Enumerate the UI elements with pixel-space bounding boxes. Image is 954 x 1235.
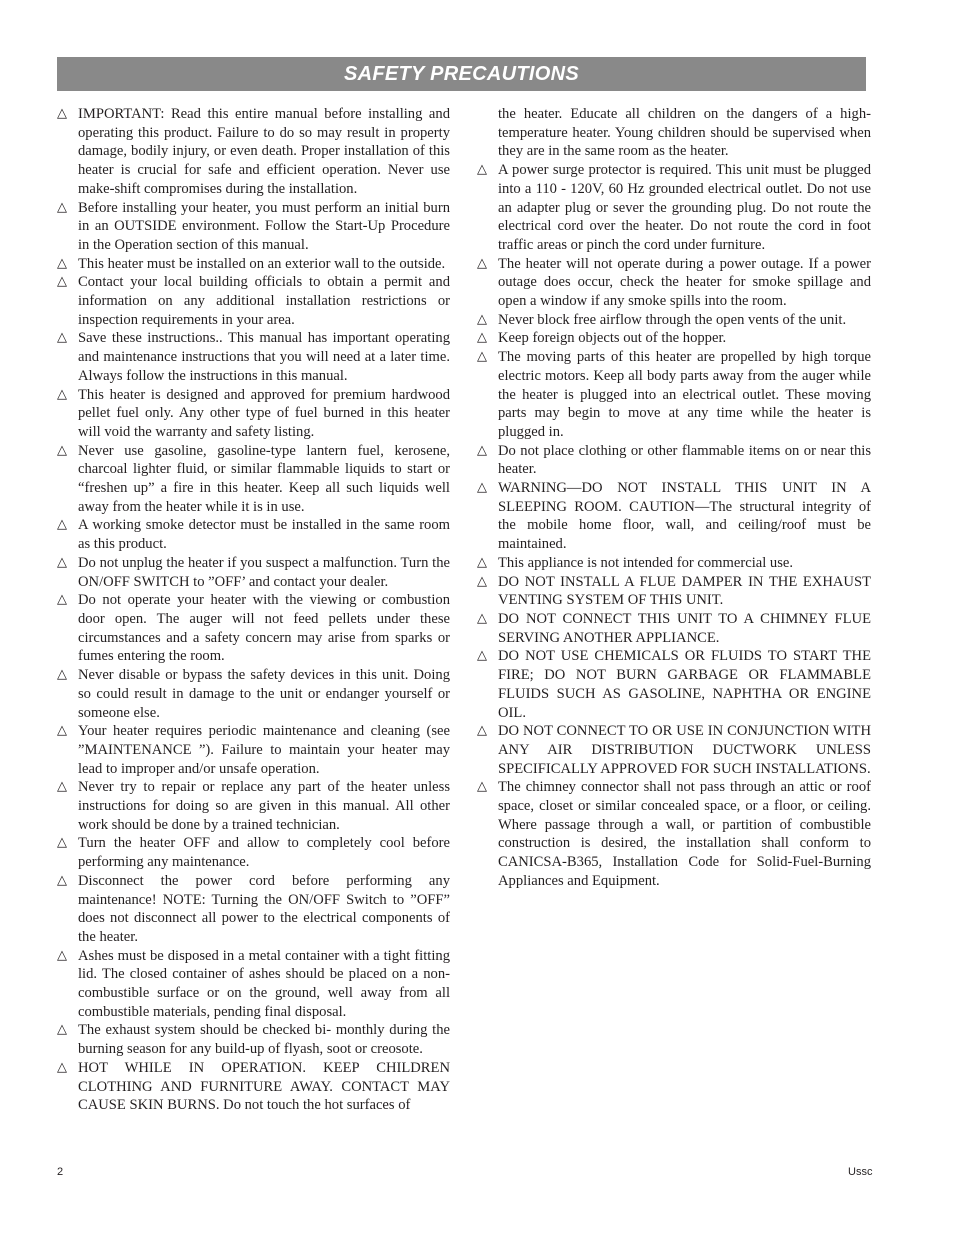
- warning-triangle-icon: △: [477, 723, 487, 739]
- precaution-text: DO NOT INSTALL A FLUE DAMPER IN THE EXHAUST VENTING SYSTEM OF THIS UNIT.: [498, 573, 871, 609]
- section-title: SAFETY PRECAUTIONS: [343, 62, 580, 85]
- precaution-text: WARNING—DO NOT INSTALL THIS UNIT IN A SLEEPING ROOM. CAUTION—The structural integrity of the mobile home floor, wall, and ceiling/roof must be maintained.: [498, 480, 871, 553]
- warning-triangle-icon: △: [477, 480, 487, 496]
- warning-triangle-icon: △: [57, 835, 67, 851]
- precaution-text: HOT WHILE IN OPERATION. KEEP CHILDREN CLOTHING AND FURNITURE AWAY. CONTACT MAY CAUSE SKIN BURNS. Do not touch the hot surfaces of: [78, 1059, 450, 1114]
- precaution-item: [57, 722, 450, 778]
- precaution-text: The chimney connector shall not pass through an attic or roof space, closet or similar concealed space, or a floor, or ceiling. Where passage through a wall, or partition of combustible construction is desired, the installation shall conform to CANICSA-B365, Installation Code for Solid-Fuel-Burning Appliances and Equipment.: [498, 779, 871, 889]
- warning-triangle-icon: △: [57, 592, 67, 608]
- warning-triangle-icon: △: [477, 648, 487, 664]
- warning-triangle-icon: △: [57, 872, 67, 888]
- warning-triangle-icon: △: [57, 723, 67, 739]
- precaution-item: [57, 1059, 450, 1115]
- precaution-text: A working smoke detector must be installed in the same room as this product.: [78, 517, 450, 553]
- precaution-text: Do not place clothing or other flammable items on or near this heater.: [498, 442, 871, 478]
- precaution-item: [57, 666, 450, 722]
- warning-triangle-icon: △: [57, 1059, 67, 1075]
- precaution-text: This appliance is not intended for commercial use.: [498, 554, 794, 571]
- precaution-text: Do not unplug the heater if you suspect a malfunction. Turn the ON/OFF SWITCH to ”OFF’ and contact your dealer.: [78, 554, 450, 590]
- precaution-item: [477, 610, 871, 647]
- right-column: [477, 105, 871, 891]
- page-number: 2: [57, 1166, 64, 1178]
- precaution-item: [477, 161, 871, 255]
- continued-paragraph: [477, 105, 871, 161]
- precaution-text: The moving parts of this heater are propelled by high torque electric motors. Keep all body parts away from the auger while the heater is plugged into an electrical outlet. These moving parts may begin to move at any time while the heater is plugged in.: [498, 349, 871, 440]
- precaution-text: IMPORTANT: Read this entire manual before installing and operating this product. Failure to do so may result in property damage, bodily injury, or even death. Proper installation of this heater is crucial for safe and efficient operation. Never use make-shift compromises during the installation.: [78, 106, 450, 197]
- warning-triangle-icon: △: [477, 779, 487, 795]
- precaution-text: Never block free airflow through the open vents of the unit.: [498, 311, 847, 328]
- precaution-item: [57, 834, 450, 871]
- precaution-text: DO NOT CONNECT THIS UNIT TO A CHIMNEY FLUE SERVING ANOTHER APPLIANCE.: [498, 610, 871, 646]
- precaution-text: Keep foreign objects out of the hopper.: [498, 330, 727, 347]
- precaution-item: [57, 199, 450, 255]
- precaution-item: [57, 591, 450, 666]
- warning-triangle-icon: △: [57, 1022, 67, 1038]
- precaution-text: DO NOT CONNECT TO OR USE IN CONJUNCTION WITH ANY AIR DISTRIBUTION DUCTWORK UNLESS SPECIFICALLY APPROVED FOR SUCH INSTALLATIONS.: [498, 723, 871, 777]
- section-banner: [57, 57, 866, 91]
- precaution-item: [57, 872, 450, 947]
- warning-triangle-icon: △: [57, 274, 67, 290]
- precaution-text: Contact your local building officials to obtain a permit and information on any additional installation restrictions or inspection requirements in your area.: [78, 274, 450, 328]
- precaution-text: DO NOT USE CHEMICALS OR FLUIDS TO START THE FIRE; DO NOT BURN GARBAGE OR FLAMMABLE FLUIDS SUCH AS GASOLINE, NAPHTHA OR ENGINE OIL.: [498, 648, 871, 721]
- precaution-item: [477, 554, 871, 573]
- precaution-text: The heater will not operate during a power outage. If a power outage does occur, check the heater for smoke spillage and open a window if any smoke spills into the room.: [498, 255, 871, 310]
- precaution-item: [57, 329, 450, 385]
- precaution-item: [57, 947, 450, 1022]
- warning-triangle-icon: △: [477, 255, 487, 271]
- warning-triangle-icon: △: [477, 610, 487, 626]
- precaution-item: [477, 722, 871, 778]
- precaution-text: Before installing your heater, you must perform an initial burn in an OUTSIDE environment. Follow the Start-Up Procedure in the Operation section of this manual.: [78, 199, 450, 253]
- precaution-text: Your heater requires periodic maintenance and cleaning (see ”MAINTENANCE ”). Failure to maintain your heater may lead to improper and/or unsafe operation.: [78, 723, 450, 777]
- precaution-item: [477, 778, 871, 890]
- warning-triangle-icon: △: [57, 255, 67, 271]
- warning-triangle-icon: △: [477, 554, 487, 570]
- warning-triangle-icon: △: [57, 947, 67, 963]
- precaution-item: [57, 554, 450, 591]
- precaution-text: A power surge protector is required. This unit must be plugged into a 110 - 120V, 60 Hz grounded electrical outlet. Do not use an adapter plug or sever the grounding plug. Do not route the electrical cord over the heater. Do not route the cord in foot traffic areas or pinch the cord under furniture.: [498, 162, 871, 253]
- warning-triangle-icon: △: [477, 573, 487, 589]
- precaution-text: This heater is designed and approved for premium hardwood pellet fuel only. Any other type of fuel burned in this heater will void the warranty and safety listing.: [78, 386, 450, 440]
- precaution-text: Ashes must be disposed in a metal container with a tight fitting lid. The closed container of ashes should be placed on a non-combustible surface or on the ground, well away from all combustible materials, pending final disposal.: [78, 947, 450, 1020]
- precaution-text: Do not operate your heater with the viewing or combustion door open. The auger will not feed pellets under these circumstances and a safety concern may arise from sparks or fumes entering the room.: [78, 592, 450, 665]
- warning-triangle-icon: △: [477, 349, 487, 365]
- precaution-item: [57, 255, 450, 274]
- precaution-item: [477, 329, 871, 348]
- precaution-item: [57, 516, 450, 553]
- precaution-item: [57, 273, 450, 329]
- precaution-item: [477, 255, 871, 311]
- precaution-text: This heater must be installed on an exterior wall to the outside.: [78, 255, 446, 272]
- precaution-text: The exhaust system should be checked bi- monthly during the burning season for any build-up of flyash, soot or creosote.: [78, 1022, 450, 1058]
- precaution-item: [477, 573, 871, 610]
- precaution-item: [477, 647, 871, 722]
- warning-triangle-icon: △: [57, 330, 67, 346]
- warning-triangle-icon: △: [477, 330, 487, 346]
- precaution-item: [57, 778, 450, 834]
- warning-triangle-icon: △: [57, 779, 67, 795]
- left-column: [57, 105, 450, 1115]
- precaution-text: Never disable or bypass the safety devices in this unit. Doing so could result in damage to the unit or endanger yourself or someone else.: [78, 667, 450, 721]
- warning-triangle-icon: △: [57, 517, 67, 533]
- warning-triangle-icon: △: [57, 386, 67, 402]
- precaution-item: [477, 479, 871, 554]
- precaution-item: [57, 386, 450, 442]
- continued-text: the heater. Educate all children on the dangers of a high-temperature heater. Young children should be supervised when they are in the same room as the heater.: [498, 106, 871, 160]
- precaution-item: [57, 442, 450, 517]
- precaution-item: [57, 1021, 450, 1058]
- warning-triangle-icon: △: [57, 667, 67, 683]
- warning-triangle-icon: △: [477, 442, 487, 458]
- precaution-text: Never try to repair or replace any part of the heater unless instructions for doing so are given in this manual. All other work should be done by a trained technician.: [78, 779, 450, 833]
- precaution-text: Never use gasoline, gasoline-type lantern fuel, kerosene, charcoal lighter fluid, or similar flammable liquids to start or “freshen up” a fire in this heater. Keep all such liquids well away from the heater while it is in use.: [78, 442, 450, 515]
- precaution-text: Turn the heater OFF and allow to completely cool before performing any maintenance.: [78, 835, 450, 871]
- precaution-text: Save these instructions.. This manual has important operating and maintenance instructions that you will need at a later time. Always follow the instructions in this manual.: [78, 330, 450, 384]
- precaution-text: Disconnect the power cord before performing any maintenance! NOTE: Turning the ON/OFF Switch to ”OFF” does not disconnect all power to the electrical components of the heater.: [78, 872, 450, 945]
- precaution-item: [477, 442, 871, 479]
- warning-triangle-icon: △: [57, 106, 67, 121]
- precaution-item: [57, 105, 450, 199]
- warning-triangle-icon: △: [477, 162, 487, 178]
- precaution-item: [477, 311, 871, 330]
- warning-triangle-icon: △: [57, 442, 67, 458]
- warning-triangle-icon: △: [57, 554, 67, 570]
- warning-triangle-icon: △: [57, 199, 67, 215]
- precaution-item: [477, 348, 871, 442]
- footer-brand: Ussc: [848, 1166, 873, 1178]
- warning-triangle-icon: △: [477, 311, 487, 327]
